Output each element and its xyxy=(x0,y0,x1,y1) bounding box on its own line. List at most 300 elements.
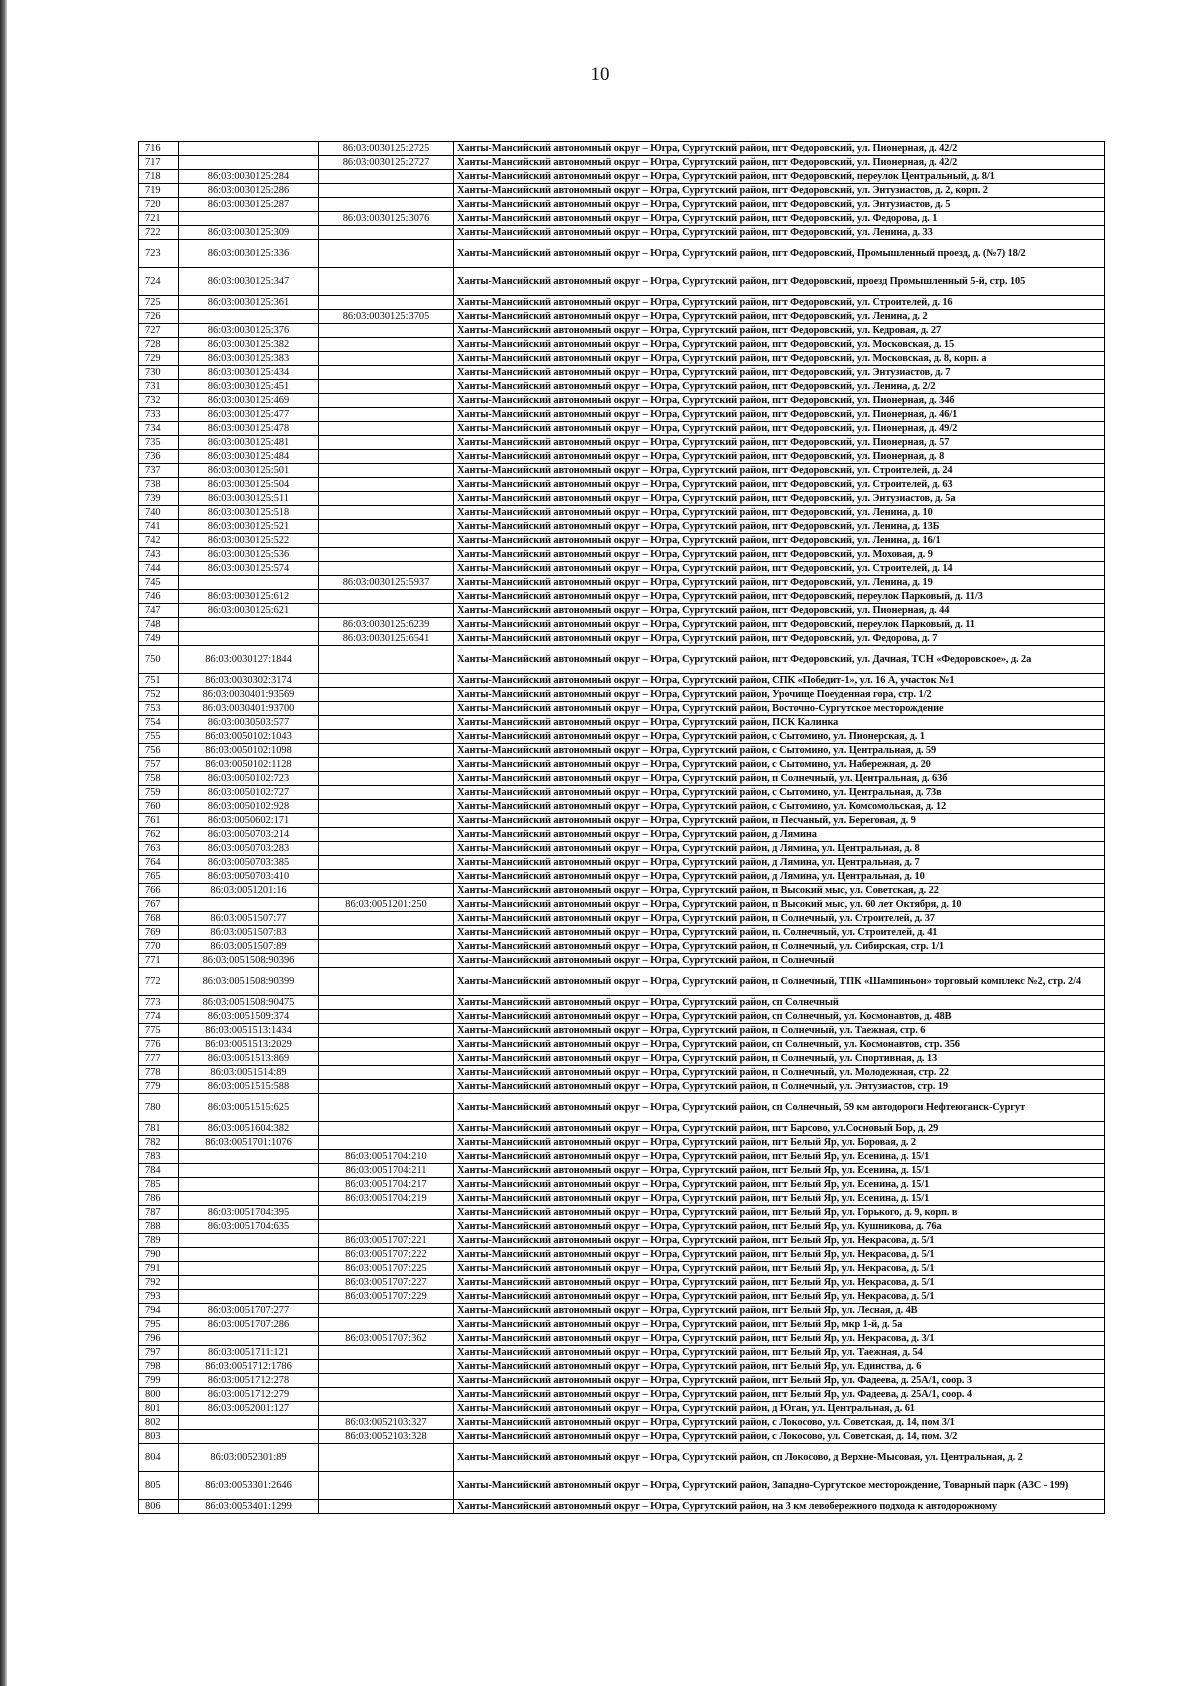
cadastral-number-cell: 86:03:0051707:286 xyxy=(179,1318,319,1332)
cadastral-number-alt-cell xyxy=(319,1500,454,1514)
table-row xyxy=(139,408,1105,422)
table-row xyxy=(139,1346,1105,1360)
address-cell: Ханты-Мансийский автономный округ – Югра, Сургутский район, с Локосово, ул. Советская, д. 14, пом 3/1 xyxy=(454,1416,1105,1430)
row-number-cell: 733 xyxy=(139,408,179,422)
row-number-cell: 744 xyxy=(139,562,179,576)
row-number-cell: 774 xyxy=(139,1010,179,1024)
cadastral-number-cell xyxy=(179,156,319,170)
cadastral-number-alt-cell xyxy=(319,1472,454,1500)
table-row xyxy=(139,296,1105,310)
address-cell: Ханты-Мансийский автономный округ – Югра, Сургутский район, пгт Федоровский, ул. Пионерная, д. 46/1 xyxy=(454,408,1105,422)
row-number-cell: 747 xyxy=(139,604,179,618)
table-row xyxy=(139,310,1105,324)
cadastral-number-cell: 86:03:0030125:501 xyxy=(179,464,319,478)
table-row xyxy=(139,562,1105,576)
cadastral-number-alt-cell xyxy=(319,884,454,898)
row-number-cell: 745 xyxy=(139,576,179,590)
cadastral-number-alt-cell xyxy=(319,702,454,716)
cadastral-number-alt-cell xyxy=(319,1444,454,1472)
address-cell: Ханты-Мансийский автономный округ – Югра, Сургутский район, п Солнечный, ул. Строителей, д. 37 xyxy=(454,912,1105,926)
table-row xyxy=(139,1136,1105,1150)
address-cell: Ханты-Мансийский автономный округ – Югра, Сургутский район, пгт Белый Яр, ул. Есенина, д. 15/1 xyxy=(454,1164,1105,1178)
cadastral-number-alt-cell xyxy=(319,786,454,800)
row-number-cell: 793 xyxy=(139,1290,179,1304)
table-row xyxy=(139,996,1105,1010)
cadastral-number-alt-cell xyxy=(319,954,454,968)
table-row xyxy=(139,338,1105,352)
table-row xyxy=(139,1164,1105,1178)
cadastral-number-alt-cell: 86:03:0030125:6239 xyxy=(319,618,454,632)
cadastral-number-cell: 86:03:0051712:278 xyxy=(179,1374,319,1388)
row-number-cell: 729 xyxy=(139,352,179,366)
address-cell: Ханты-Мансийский автономный округ – Югра, Сургутский район, д Лямина, ул. Центральная, д. 8 xyxy=(454,842,1105,856)
cadastral-number-alt-cell xyxy=(319,1304,454,1318)
row-number-cell: 757 xyxy=(139,758,179,772)
cadastral-number-alt-cell xyxy=(319,590,454,604)
row-number-cell: 749 xyxy=(139,632,179,646)
table-row xyxy=(139,702,1105,716)
cadastral-number-alt-cell xyxy=(319,478,454,492)
row-number-cell: 738 xyxy=(139,478,179,492)
table-row xyxy=(139,856,1105,870)
cadastral-number-cell: 86:03:0051704:635 xyxy=(179,1220,319,1234)
table-row xyxy=(139,464,1105,478)
cadastral-number-cell: 86:03:0030125:481 xyxy=(179,436,319,450)
cadastral-number-alt-cell xyxy=(319,674,454,688)
address-cell: Ханты-Мансийский автономный округ – Югра, Сургутский район, пгт Белый Яр, ул. Фадеева, д. 25А/1, соор. 3 xyxy=(454,1374,1105,1388)
cadastral-number-cell: 86:03:0030125:536 xyxy=(179,548,319,562)
cadastral-number-alt-cell xyxy=(319,1024,454,1038)
address-cell: Ханты-Мансийский автономный округ – Югра, Сургутский район, пгт Федоровский, ул. Дачная, ТСН «Федоровское», д. 2а xyxy=(454,646,1105,674)
row-number-cell: 766 xyxy=(139,884,179,898)
table-row xyxy=(139,814,1105,828)
cadastral-number-cell xyxy=(179,212,319,226)
address-cell: Ханты-Мансийский автономный округ – Югра, Сургутский район, пгт Федоровский, ул. Кедровая, д. 27 xyxy=(454,324,1105,338)
cadastral-number-alt-cell: 86:03:0030125:3076 xyxy=(319,212,454,226)
table-row xyxy=(139,884,1105,898)
address-cell: Ханты-Мансийский автономный округ – Югра, Сургутский район, СПК «Победит-1», ул. 16 А, участок №1 xyxy=(454,674,1105,688)
address-cell: Ханты-Мансийский автономный округ – Югра, Сургутский район, сп Локосово, д Верхне-Мысовая, ул. Центральная, д. 2 xyxy=(454,1444,1105,1472)
cadastral-number-alt-cell: 86:03:0030125:3705 xyxy=(319,310,454,324)
address-cell: Ханты-Мансийский автономный округ – Югра, Сургутский район, пгт Федоровский, ул. Моховая, д. 9 xyxy=(454,548,1105,562)
cadastral-number-alt-cell xyxy=(319,1360,454,1374)
cadastral-number-alt-cell: 86:03:0051704:210 xyxy=(319,1150,454,1164)
cadastral-number-alt-cell xyxy=(319,604,454,618)
cadastral-number-alt-cell: 86:03:0051707:227 xyxy=(319,1276,454,1290)
table-row xyxy=(139,436,1105,450)
row-number-cell: 717 xyxy=(139,156,179,170)
cadastral-number-alt-cell xyxy=(319,198,454,212)
cadastral-number-cell: 86:03:0030125:504 xyxy=(179,478,319,492)
cadastral-number-alt-cell: 86:03:0051707:221 xyxy=(319,1234,454,1248)
table-row xyxy=(139,1024,1105,1038)
address-cell: Ханты-Мансийский автономный округ – Югра, Сургутский район, сп Солнечный xyxy=(454,996,1105,1010)
table-row xyxy=(139,1276,1105,1290)
cadastral-number-cell xyxy=(179,1276,319,1290)
cadastral-number-cell: 86:03:0030401:93569 xyxy=(179,688,319,702)
address-cell: Ханты-Мансийский автономный округ – Югра, Сургутский район, пгт Белый Яр, ул. Некрасова, д. 5/1 xyxy=(454,1248,1105,1262)
cadastral-number-cell xyxy=(179,1178,319,1192)
cadastral-number-alt-cell: 86:03:0030125:2725 xyxy=(319,142,454,156)
address-cell: Ханты-Мансийский автономный округ – Югра, Сургутский район, сп Солнечный, ул. Космонавтов, д. 48В xyxy=(454,1010,1105,1024)
row-number-cell: 777 xyxy=(139,1052,179,1066)
cadastral-number-alt-cell xyxy=(319,534,454,548)
row-number-cell: 739 xyxy=(139,492,179,506)
cadastral-number-alt-cell xyxy=(319,828,454,842)
address-cell: Ханты-Мансийский автономный округ – Югра, Сургутский район, пгт Федоровский, ул. Пионерная, д. 34б xyxy=(454,394,1105,408)
table-row xyxy=(139,1234,1105,1248)
cadastral-number-cell: 86:03:0053301:2646 xyxy=(179,1472,319,1500)
row-number-cell: 737 xyxy=(139,464,179,478)
row-number-cell: 736 xyxy=(139,450,179,464)
cadastral-number-cell: 86:03:0051201:16 xyxy=(179,884,319,898)
cadastral-number-cell: 86:03:0051712:279 xyxy=(179,1388,319,1402)
row-number-cell: 797 xyxy=(139,1346,179,1360)
table-row xyxy=(139,1178,1105,1192)
cadastral-number-alt-cell xyxy=(319,1052,454,1066)
table-row xyxy=(139,548,1105,562)
row-number-cell: 790 xyxy=(139,1248,179,1262)
cadastral-number-cell: 86:03:0050703:410 xyxy=(179,870,319,884)
address-cell: Ханты-Мансийский автономный округ – Югра, Сургутский район, пгт Федоровский, ул. Московская, д. 15 xyxy=(454,338,1105,352)
cadastral-number-cell: 86:03:0030125:521 xyxy=(179,520,319,534)
cadastral-number-cell xyxy=(179,618,319,632)
cadastral-number-alt-cell xyxy=(319,1220,454,1234)
row-number-cell: 759 xyxy=(139,786,179,800)
cadastral-number-cell: 86:03:0030125:484 xyxy=(179,450,319,464)
cadastral-number-alt-cell: 86:03:0051704:217 xyxy=(319,1178,454,1192)
cadastral-number-cell: 86:03:0030125:451 xyxy=(179,380,319,394)
cadastral-number-alt-cell xyxy=(319,1066,454,1080)
row-number-cell: 752 xyxy=(139,688,179,702)
cadastral-number-cell xyxy=(179,1430,319,1444)
table-row xyxy=(139,1374,1105,1388)
address-cell: Ханты-Мансийский автономный округ – Югра, Сургутский район, пгт Белый Яр, ул. Лесная, д. 4В xyxy=(454,1304,1105,1318)
table-row xyxy=(139,142,1105,156)
cadastral-number-cell: 86:03:0050102:1128 xyxy=(179,758,319,772)
table-row xyxy=(139,1430,1105,1444)
row-number-cell: 784 xyxy=(139,1164,179,1178)
address-cell: Ханты-Мансийский автономный округ – Югра, Сургутский район, пгт Федоровский, ул. Строителей, д. 14 xyxy=(454,562,1105,576)
cadastral-number-cell xyxy=(179,576,319,590)
cadastral-number-alt-cell xyxy=(319,548,454,562)
cadastral-number-cell xyxy=(179,898,319,912)
row-number-cell: 783 xyxy=(139,1150,179,1164)
table-row xyxy=(139,1080,1105,1094)
registry-table xyxy=(138,141,1105,1514)
row-number-cell: 735 xyxy=(139,436,179,450)
row-number-cell: 769 xyxy=(139,926,179,940)
row-number-cell: 760 xyxy=(139,800,179,814)
cadastral-number-cell: 86:03:0051701:1076 xyxy=(179,1136,319,1150)
address-cell: Ханты-Мансийский автономный округ – Югра, Сургутский район, пгт Федоровский, ул. Ленина, д. 33 xyxy=(454,226,1105,240)
address-cell: Ханты-Мансийский автономный округ – Югра, Сургутский район, пгт Федоровский, ул. Московская, д. 8, корп. а xyxy=(454,352,1105,366)
cadastral-number-alt-cell xyxy=(319,940,454,954)
row-number-cell: 723 xyxy=(139,240,179,268)
cadastral-number-alt-cell xyxy=(319,1094,454,1122)
row-number-cell: 742 xyxy=(139,534,179,548)
table-row xyxy=(139,1220,1105,1234)
address-cell: Ханты-Мансийский автономный округ – Югра, Сургутский район, п Солнечный, ул. Таежная, стр. 6 xyxy=(454,1024,1105,1038)
cadastral-number-alt-cell xyxy=(319,296,454,310)
row-number-cell: 754 xyxy=(139,716,179,730)
cadastral-number-alt-cell xyxy=(319,170,454,184)
table-row xyxy=(139,1206,1105,1220)
cadastral-number-cell: 86:03:0050703:283 xyxy=(179,842,319,856)
table-row xyxy=(139,394,1105,408)
row-number-cell: 799 xyxy=(139,1374,179,1388)
address-cell: Ханты-Мансийский автономный округ – Югра, Сургутский район, пгт Федоровский, ул. Ленина, д. 19 xyxy=(454,576,1105,590)
cadastral-number-cell: 86:03:0030125:612 xyxy=(179,590,319,604)
cadastral-number-alt-cell xyxy=(319,800,454,814)
address-cell: Ханты-Мансийский автономный округ – Югра, Сургутский район, п. Солнечный, ул. Строителей, д. 41 xyxy=(454,926,1105,940)
address-cell: Ханты-Мансийский автономный округ – Югра, Сургутский район, пгт Федоровский, ул. Пионерная, д. 57 xyxy=(454,436,1105,450)
address-cell: Ханты-Мансийский автономный округ – Югра, Сургутский район, пгт Федоровский, ул. Пионерная, д. 42/2 xyxy=(454,142,1105,156)
address-cell: Ханты-Мансийский автономный округ – Югра, Сургутский район, пгт Барсово, ул.Сосновый Бор, д. 29 xyxy=(454,1122,1105,1136)
table-row xyxy=(139,968,1105,996)
row-number-cell: 768 xyxy=(139,912,179,926)
table-row xyxy=(139,1402,1105,1416)
row-number-cell: 804 xyxy=(139,1444,179,1472)
address-cell: Ханты-Мансийский автономный округ – Югра, Сургутский район, п Высокий мыс, ул. Советская, д. 22 xyxy=(454,884,1105,898)
table-row xyxy=(139,198,1105,212)
cadastral-number-cell: 86:03:0030125:336 xyxy=(179,240,319,268)
cadastral-number-cell: 86:03:0030125:511 xyxy=(179,492,319,506)
address-cell: Ханты-Мансийский автономный округ – Югра, Сургутский район, пгт Федоровский, переулок Парковый, д. 11 xyxy=(454,618,1105,632)
row-number-cell: 791 xyxy=(139,1262,179,1276)
table-row xyxy=(139,1290,1105,1304)
address-cell: Ханты-Мансийский автономный округ – Югра, Сургутский район, п Солнечный, ул. Спортивная, д. 13 xyxy=(454,1052,1105,1066)
row-number-cell: 721 xyxy=(139,212,179,226)
address-cell: Ханты-Мансийский автономный округ – Югра, Сургутский район, пгт Федоровский, Промышленный проезд, д. (№7) 18/2 xyxy=(454,240,1105,268)
cadastral-number-alt-cell xyxy=(319,1122,454,1136)
cadastral-number-cell: 86:03:0051509:374 xyxy=(179,1010,319,1024)
cadastral-number-cell: 86:03:0030125:434 xyxy=(179,366,319,380)
cadastral-number-alt-cell xyxy=(319,1402,454,1416)
row-number-cell: 805 xyxy=(139,1472,179,1500)
row-number-cell: 726 xyxy=(139,310,179,324)
address-cell: Ханты-Мансийский автономный округ – Югра, Сургутский район, п Солнечный, ТПК «Шампиньон» торговый комплекс №2, стр. 2/4 xyxy=(454,968,1105,996)
table-row xyxy=(139,1472,1105,1500)
row-number-cell: 776 xyxy=(139,1038,179,1052)
cadastral-number-cell: 86:03:0030125:518 xyxy=(179,506,319,520)
address-cell: Ханты-Мансийский автономный округ – Югра, Сургутский район, пгт Федоровский, переулок Парковый, д. 11/3 xyxy=(454,590,1105,604)
table-row xyxy=(139,240,1105,268)
cadastral-number-cell: 86:03:0030125:469 xyxy=(179,394,319,408)
cadastral-number-alt-cell: 86:03:0051707:229 xyxy=(319,1290,454,1304)
table-row xyxy=(139,1038,1105,1052)
table-row xyxy=(139,212,1105,226)
table-row xyxy=(139,380,1105,394)
address-cell: Ханты-Мансийский автономный округ – Югра, Сургутский район, пгт Белый Яр, ул. Некрасова, д. 5/1 xyxy=(454,1276,1105,1290)
cadastral-number-cell: 86:03:0051513:1434 xyxy=(179,1024,319,1038)
address-cell: Ханты-Мансийский автономный округ – Югра, Сургутский район, пгт Федоровский, ул. Энтузиастов, д. 7 xyxy=(454,366,1105,380)
cadastral-number-cell: 86:03:0051508:90475 xyxy=(179,996,319,1010)
cadastral-number-alt-cell xyxy=(319,996,454,1010)
cadastral-number-alt-cell xyxy=(319,1206,454,1220)
cadastral-number-alt-cell xyxy=(319,772,454,786)
cadastral-number-alt-cell xyxy=(319,842,454,856)
row-number-cell: 748 xyxy=(139,618,179,632)
row-number-cell: 740 xyxy=(139,506,179,520)
table-row xyxy=(139,1122,1105,1136)
cadastral-number-alt-cell xyxy=(319,1374,454,1388)
row-number-cell: 782 xyxy=(139,1136,179,1150)
table-row xyxy=(139,940,1105,954)
address-cell: Ханты-Мансийский автономный округ – Югра, Сургутский район, пгт Белый Яр, ул. Есенина, д. 15/1 xyxy=(454,1150,1105,1164)
row-number-cell: 725 xyxy=(139,296,179,310)
row-number-cell: 730 xyxy=(139,366,179,380)
address-cell: Ханты-Мансийский автономный округ – Югра, Сургутский район, пгт Белый Яр, ул. Некрасова, д. 3/1 xyxy=(454,1332,1105,1346)
cadastral-number-alt-cell xyxy=(319,394,454,408)
page-number: 10 xyxy=(590,64,610,85)
cadastral-number-cell: 86:03:0030503:577 xyxy=(179,716,319,730)
cadastral-number-alt-cell xyxy=(319,464,454,478)
cadastral-number-alt-cell xyxy=(319,1318,454,1332)
cadastral-number-cell: 86:03:0051513:869 xyxy=(179,1052,319,1066)
cadastral-number-alt-cell xyxy=(319,422,454,436)
table-row xyxy=(139,450,1105,464)
table-row xyxy=(139,184,1105,198)
address-cell: Ханты-Мансийский автономный округ – Югра, Сургутский район, пгт Белый Яр, ул. Единства, д. 6 xyxy=(454,1360,1105,1374)
table-row xyxy=(139,1332,1105,1346)
table-row xyxy=(139,730,1105,744)
cadastral-number-alt-cell: 86:03:0051201:250 xyxy=(319,898,454,912)
address-cell: Ханты-Мансийский автономный округ – Югра, Сургутский район, пгт Федоровский, ул. Пионерная, д. 8 xyxy=(454,450,1105,464)
address-cell: Ханты-Мансийский автономный округ – Югра, Сургутский район, пгт Белый Яр, ул. Некрасова, д. 5/1 xyxy=(454,1290,1105,1304)
table-row xyxy=(139,1066,1105,1080)
cadastral-number-cell xyxy=(179,1150,319,1164)
registry-body xyxy=(139,142,1105,1514)
table-row xyxy=(139,506,1105,520)
address-cell: Ханты-Мансийский автономный округ – Югра, Сургутский район, пгт Федоровский, ул. Ленина, д. 13Б xyxy=(454,520,1105,534)
cadastral-number-cell: 86:03:0050102:727 xyxy=(179,786,319,800)
cadastral-number-alt-cell xyxy=(319,408,454,422)
address-cell: Ханты-Мансийский автономный округ – Югра, Сургутский район, пгт Белый Яр, ул. Есенина, д. 15/1 xyxy=(454,1178,1105,1192)
row-number-cell: 770 xyxy=(139,940,179,954)
cadastral-number-alt-cell xyxy=(319,730,454,744)
cadastral-number-cell: 86:03:0051514:89 xyxy=(179,1066,319,1080)
table-row xyxy=(139,744,1105,758)
cadastral-number-cell: 86:03:0030125:382 xyxy=(179,338,319,352)
address-cell: Ханты-Мансийский автономный округ – Югра, Сургутский район, пгт Федоровский, ул. Ленина, д. 16/1 xyxy=(454,534,1105,548)
cadastral-number-cell: 86:03:0030125:347 xyxy=(179,268,319,296)
table-row xyxy=(139,898,1105,912)
cadastral-number-cell: 86:03:0051507:89 xyxy=(179,940,319,954)
row-number-cell: 772 xyxy=(139,968,179,996)
row-number-cell: 734 xyxy=(139,422,179,436)
row-number-cell: 746 xyxy=(139,590,179,604)
cadastral-number-alt-cell: 86:03:0051704:219 xyxy=(319,1192,454,1206)
address-cell: Ханты-Мансийский автономный округ – Югра, Сургутский район, п Высокий мыс, ул. 60 лет Октября, д. 10 xyxy=(454,898,1105,912)
cadastral-number-alt-cell xyxy=(319,240,454,268)
cadastral-number-alt-cell xyxy=(319,814,454,828)
table-row xyxy=(139,268,1105,296)
row-number-cell: 765 xyxy=(139,870,179,884)
address-cell: Ханты-Мансийский автономный округ – Югра, Сургутский район, пгт Белый Яр, ул. Есенина, д. 15/1 xyxy=(454,1192,1105,1206)
address-cell: Ханты-Мансийский автономный округ – Югра, Сургутский район, сп Солнечный, 59 км автодороги Нефтеюганск-Сургут xyxy=(454,1094,1105,1122)
cadastral-number-cell: 86:03:0051604:382 xyxy=(179,1122,319,1136)
cadastral-number-cell xyxy=(179,1234,319,1248)
row-number-cell: 794 xyxy=(139,1304,179,1318)
address-cell: Ханты-Мансийский автономный округ – Югра, Сургутский район, пгт Федоровский, ул. Строителей, д. 63 xyxy=(454,478,1105,492)
cadastral-number-alt-cell xyxy=(319,1388,454,1402)
cadastral-number-cell: 86:03:0030127:1844 xyxy=(179,646,319,674)
cadastral-number-alt-cell: 86:03:0051707:222 xyxy=(319,1248,454,1262)
row-number-cell: 792 xyxy=(139,1276,179,1290)
cadastral-number-alt-cell: 86:03:0052103:327 xyxy=(319,1416,454,1430)
address-cell: Ханты-Мансийский автономный округ – Югра, Сургутский район, пгт Федоровский, ул. Строителей, д. 16 xyxy=(454,296,1105,310)
cadastral-number-cell: 86:03:0030125:478 xyxy=(179,422,319,436)
row-number-cell: 756 xyxy=(139,744,179,758)
row-number-cell: 724 xyxy=(139,268,179,296)
cadastral-number-cell: 86:03:0030125:287 xyxy=(179,198,319,212)
row-number-cell: 720 xyxy=(139,198,179,212)
cadastral-number-cell: 86:03:0050102:928 xyxy=(179,800,319,814)
cadastral-number-alt-cell: 86:03:0051707:225 xyxy=(319,1262,454,1276)
row-number-cell: 781 xyxy=(139,1122,179,1136)
row-number-cell: 722 xyxy=(139,226,179,240)
cadastral-number-alt-cell: 86:03:0052103:328 xyxy=(319,1430,454,1444)
cadastral-number-alt-cell xyxy=(319,338,454,352)
cadastral-number-cell: 86:03:0051507:83 xyxy=(179,926,319,940)
address-cell: Ханты-Мансийский автономный округ – Югра, Сургутский район, Восточно-Сургутское месторождение xyxy=(454,702,1105,716)
address-cell: Ханты-Мансийский автономный округ – Югра, Сургутский район, пгт Белый Яр, ул. Фадеева, д. 25А/1, соор. 4 xyxy=(454,1388,1105,1402)
row-number-cell: 796 xyxy=(139,1332,179,1346)
row-number-cell: 806 xyxy=(139,1500,179,1514)
address-cell: Ханты-Мансийский автономный округ – Югра, Сургутский район, п Солнечный, ул. Энтузиастов, стр. 19 xyxy=(454,1080,1105,1094)
cadastral-number-alt-cell xyxy=(319,324,454,338)
cadastral-number-cell xyxy=(179,310,319,324)
row-number-cell: 789 xyxy=(139,1234,179,1248)
cadastral-number-cell: 86:03:0051513:2029 xyxy=(179,1038,319,1052)
cadastral-number-cell xyxy=(179,632,319,646)
cadastral-number-cell: 86:03:0051711:121 xyxy=(179,1346,319,1360)
cadastral-number-alt-cell xyxy=(319,870,454,884)
cadastral-number-cell: 86:03:0050102:1043 xyxy=(179,730,319,744)
address-cell: Ханты-Мансийский автономный округ – Югра, Сургутский район, пгт Федоровский, переулок Центральный, д. 8/1 xyxy=(454,170,1105,184)
address-cell: Ханты-Мансийский автономный округ – Югра, Сургутский район, ПСК Калинка xyxy=(454,716,1105,730)
cadastral-number-cell: 86:03:0051704:395 xyxy=(179,1206,319,1220)
table-row xyxy=(139,1444,1105,1472)
table-row xyxy=(139,632,1105,646)
cadastral-number-cell: 86:03:0030125:309 xyxy=(179,226,319,240)
table-row xyxy=(139,926,1105,940)
address-cell: Ханты-Мансийский автономный округ – Югра, Сургутский район, пгт Федоровский, ул. Ленина, д. 2 xyxy=(454,310,1105,324)
address-cell: Ханты-Мансийский автономный округ – Югра, Сургутский район, с Сытомино, ул. Комсомольская, д. 12 xyxy=(454,800,1105,814)
cadastral-number-alt-cell xyxy=(319,1080,454,1094)
cadastral-number-cell: 86:03:0050703:385 xyxy=(179,856,319,870)
row-number-cell: 802 xyxy=(139,1416,179,1430)
row-number-cell: 787 xyxy=(139,1206,179,1220)
address-cell: Ханты-Мансийский автономный округ – Югра, Сургутский район, пгт Федоровский, ул. Федорова, д. 7 xyxy=(454,632,1105,646)
row-number-cell: 750 xyxy=(139,646,179,674)
cadastral-number-alt-cell xyxy=(319,856,454,870)
table-row xyxy=(139,1360,1105,1374)
row-number-cell: 801 xyxy=(139,1402,179,1416)
table-row xyxy=(139,1500,1105,1514)
cadastral-number-alt-cell xyxy=(319,1346,454,1360)
address-cell: Ханты-Мансийский автономный округ – Югра, Сургутский район, пгт Белый Яр, мкр 1-й, д. 5а xyxy=(454,1318,1105,1332)
row-number-cell: 795 xyxy=(139,1318,179,1332)
cadastral-number-cell: 86:03:0030125:376 xyxy=(179,324,319,338)
table-row xyxy=(139,478,1105,492)
row-number-cell: 775 xyxy=(139,1024,179,1038)
address-cell: Ханты-Мансийский автономный округ – Югра, Сургутский район, пгт Белый Яр, ул. Некрасова, д. 5/1 xyxy=(454,1262,1105,1276)
row-number-cell: 803 xyxy=(139,1430,179,1444)
table-row xyxy=(139,1094,1105,1122)
cadastral-number-cell: 86:03:0030125:477 xyxy=(179,408,319,422)
